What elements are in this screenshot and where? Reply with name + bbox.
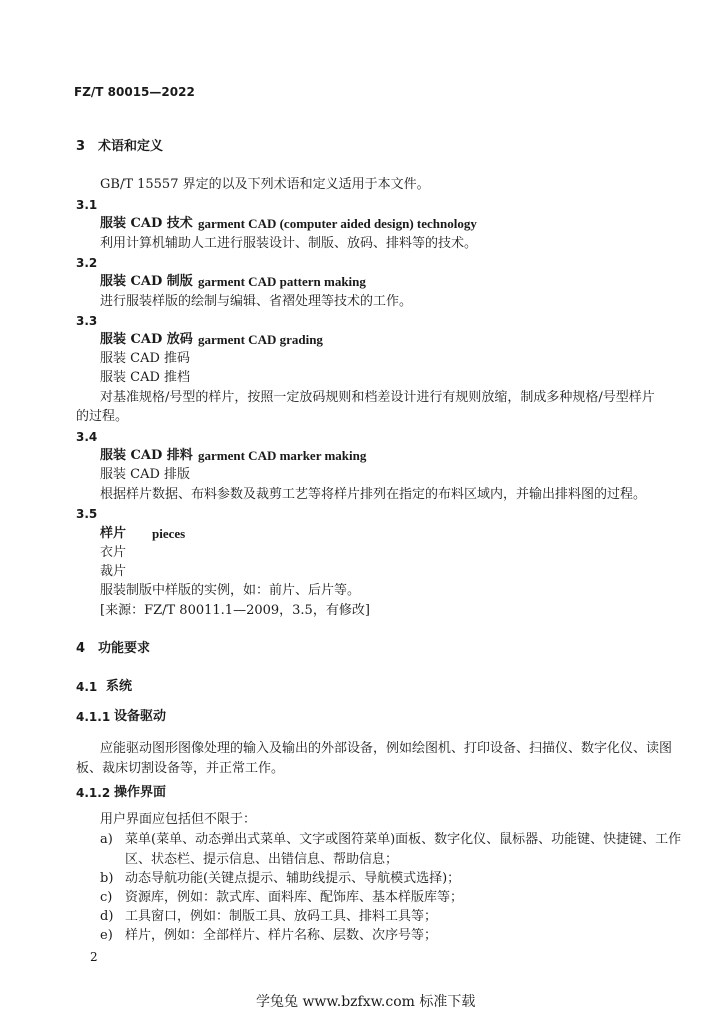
subsection-title: 系统 — [106, 679, 133, 694]
list-label: c) — [100, 890, 113, 905]
subsection-number: 4.1.2 — [76, 786, 111, 800]
subsection-title: 设备驱动 — [114, 709, 167, 724]
section-number: 4 — [76, 641, 86, 656]
term-synonym: 衣片 — [100, 545, 127, 560]
paragraph: 用户界面应包括但不限于： — [100, 812, 257, 827]
list-item-cont: 区、状态栏、提示信息、出错信息、帮助信息； — [125, 852, 399, 867]
paragraph-cont: 板、裁床切割设备等，并正常工作。 — [76, 761, 285, 776]
subsection-number: 4.1.1 — [76, 710, 111, 724]
section-title: 术语和定义 — [98, 139, 164, 154]
term-definition: 服装制版中样版的实例，如：前片、后片等。 — [100, 583, 361, 598]
term-cn: 服装 CAD 放码 — [100, 332, 193, 347]
term-en: garment CAD pattern making — [198, 274, 366, 289]
term-cn: 样片 — [100, 526, 127, 541]
term-definition: 根据样片数据、布料参数及裁剪工艺等将样片排列在指定的布料区域内，并输出排料图的过程。 — [100, 487, 647, 502]
term-synonym: 裁片 — [100, 564, 127, 579]
term-number: 3.2 — [76, 256, 98, 270]
section-intro: GB/T 15557 界定的以及下列术语和定义适用于本文件。 — [100, 177, 430, 192]
term-definition-cont: 的过程。 — [76, 409, 129, 424]
term-cn: 服装 CAD 技术 — [100, 216, 193, 231]
paragraph: 应能驱动图形图像处理的输入及输出的外部设备，例如绘图机、打印设备、扫描仪、数字化仪、读图 — [100, 741, 673, 756]
term-synonym: 服装 CAD 推档 — [100, 370, 191, 385]
term-number: 3.5 — [76, 507, 98, 521]
term-en: garment CAD marker making — [198, 448, 367, 463]
list-label: b) — [100, 871, 114, 886]
section-title: 功能要求 — [98, 641, 151, 656]
term-definition: 进行服装样版的绘制与编辑、省褶处理等技术的工作。 — [100, 294, 413, 309]
subsection-number: 4.1 — [76, 680, 98, 694]
list-label: e) — [100, 928, 113, 943]
list-label: a) — [100, 832, 113, 847]
term-cn: 服装 CAD 排料 — [100, 448, 193, 463]
list-item: 菜单(菜单、动态弹出式菜单、文字或图符菜单)面板、数字化仪、鼠标器、功能键、快捷键、工作 — [125, 832, 682, 847]
term-number: 3.1 — [76, 198, 98, 212]
term-source: [来源：FZ/T 80011.1—2009，3.5，有修改] — [100, 603, 370, 618]
term-number: 3.3 — [76, 314, 98, 328]
term-synonym: 服装 CAD 推码 — [100, 351, 191, 366]
list-item: 工具窗口，例如：制版工具、放码工具、排料工具等； — [125, 909, 438, 924]
list-label: d) — [100, 909, 114, 924]
term-definition: 利用计算机辅助人工进行服装设计、制版、放码、排料等的技术。 — [100, 236, 478, 251]
doc-number: FZ/T 80015—2022 — [74, 85, 195, 99]
footer-watermark: 学兔兔 www.bzfxw.com 标准下载 — [256, 994, 476, 1010]
term-en: garment CAD grading — [198, 332, 323, 347]
term-number: 3.4 — [76, 430, 98, 444]
page-number: 2 — [90, 950, 98, 964]
list-item: 样片，例如：全部样片、样片名称、层数、次序号等； — [125, 928, 438, 943]
term-synonym: 服装 CAD 排版 — [100, 467, 191, 482]
subsection-title: 操作界面 — [114, 785, 167, 800]
term-cn: 服装 CAD 制版 — [100, 274, 193, 289]
term-en: pieces — [152, 526, 186, 541]
section-number: 3 — [76, 139, 86, 154]
list-item: 动态导航功能(关键点提示、辅助线提示、导航模式选择)； — [125, 871, 461, 886]
list-item: 资源库，例如：款式库、面料库、配饰库、基本样版库等； — [125, 890, 464, 905]
term-en: garment CAD (computer aided design) technology — [198, 216, 477, 231]
term-definition: 对基准规格/号型的样片，按照一定放码规则和档差设计进行有规则放缩，制成多种规格/号型样片 — [100, 390, 655, 405]
